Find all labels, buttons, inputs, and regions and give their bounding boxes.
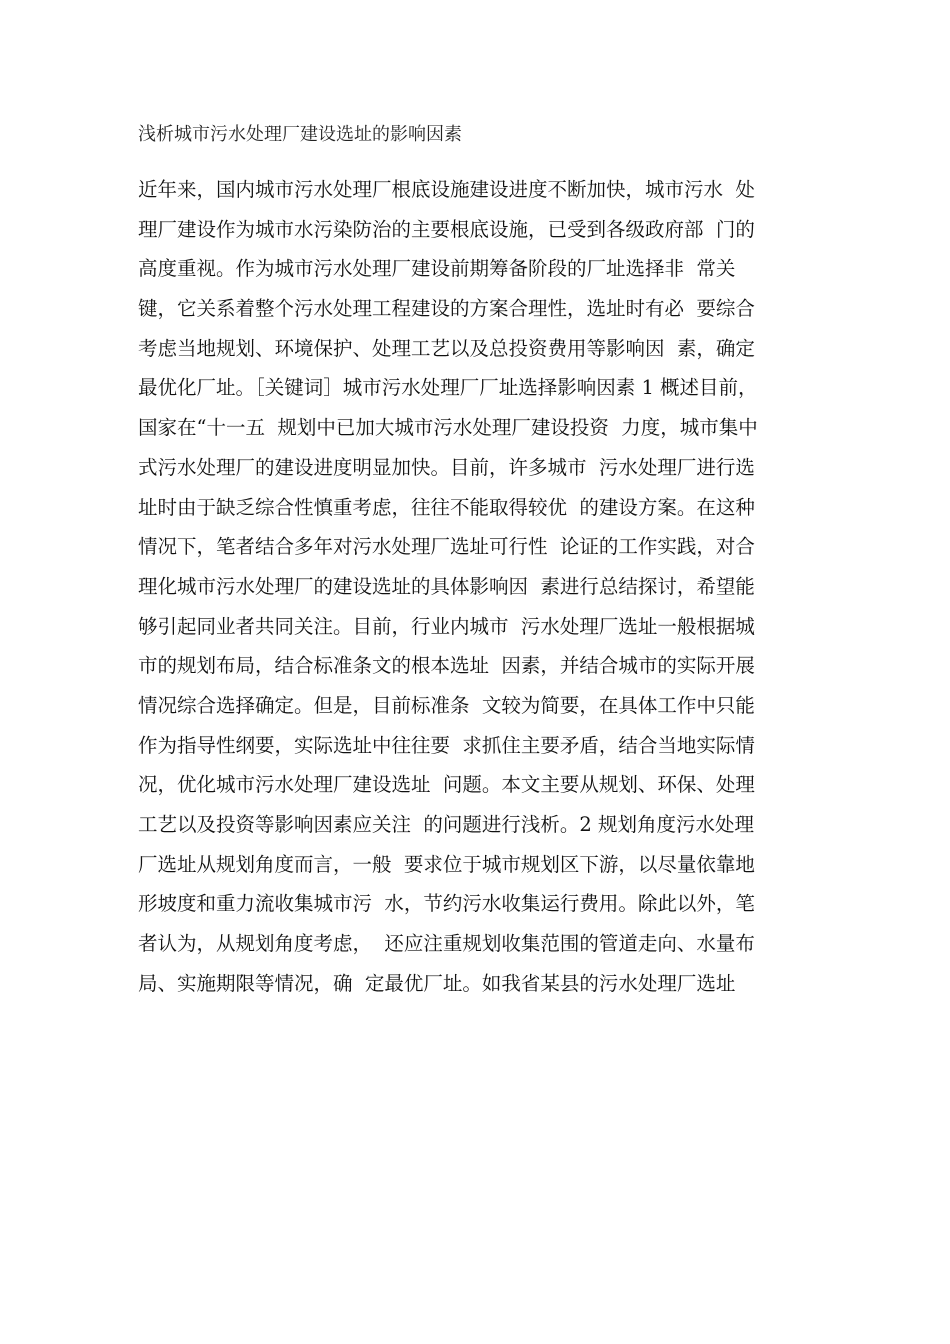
body-line: 址时由于缺乏综合性慎重考虑，往往不能取得较优 的建设方案。在这种 [138, 495, 755, 519]
body-line: 近年来，国内城市污水处理厂根底设施建设进度不断加快，城市污水 处 [138, 178, 755, 201]
body-line: 情况下，笔者结合多年对污水处理厂选址可行性 论证的工作实践，对合 [138, 535, 755, 559]
body-line: 国家在“十一五 规划中已加大城市污水处理厂建设投资 力度，城市集中 [138, 416, 758, 440]
body-line: 键，它关系着整个污水处理工程建设的方案合理性，选址时有必 要综合 [138, 297, 755, 321]
body-line: 式污水处理厂的建设进度明显加快。目前，许多城市 污水处理厂进行选 [138, 455, 755, 479]
body-line: 市的规划布局，结合标准条文的根本选址 因素，并结合城市的实际开展 [138, 654, 755, 678]
document-title: 浅析城市污水处理厂建设选址的影响因素 [138, 124, 462, 145]
body-line: 形坡度和重力流收集城市污 水，节约污水收集运行费用。除此以外，笔 [138, 892, 755, 916]
body-line: 最优化厂址。［关键词］城市污水处理厂厂址选择影响因素 1 概述目前， [138, 376, 758, 400]
document-body [138, 170, 828, 1003]
body-line: 况，优化城市污水处理厂建设选址 问题。本文主要从规划、环保、处理 [138, 773, 755, 797]
body-line: 厂选址从规划角度而言，一般 要求位于城市规划区下游，以尽量依靠地 [138, 852, 755, 876]
body-line: 工艺以及投资等影响因素应关注 的问题进行浅析。2 规划角度污水处理 [138, 813, 755, 836]
body-line: 理化城市污水处理厂的建设选址的具体影响因 素进行总结探讨，希望能 [138, 574, 755, 598]
body-line: 高度重视。作为城市污水处理厂建设前期筹备阶段的厂址选择非 常关 [138, 257, 736, 281]
body-line: 够引起同业者共同关注。目前，行业内城市 污水处理厂选址一般根据城 [138, 614, 755, 638]
body-line: 考虑当地规划、环境保护、处理工艺以及总投资费用等影响因 素，确定 [138, 336, 755, 360]
body-line: 情况综合选择确定。但是，目前标准条 文较为简要，在具体工作中只能 [138, 693, 755, 717]
body-line: 者认为，从规划角度考虑， 还应注重规划收集范围的管道走向、水量布 [138, 932, 755, 956]
body-line: 理厂建设作为城市水污染防治的主要根底设施，已受到各级政府部 门的 [138, 217, 755, 241]
body-line: 局、实施期限等情况，确 定最优厂址。如我省某县的污水处理厂选址 [138, 971, 736, 995]
body-line: 作为指导性纲要，实际选址中往往要 求抓住主要矛盾，结合当地实际情 [138, 733, 755, 757]
